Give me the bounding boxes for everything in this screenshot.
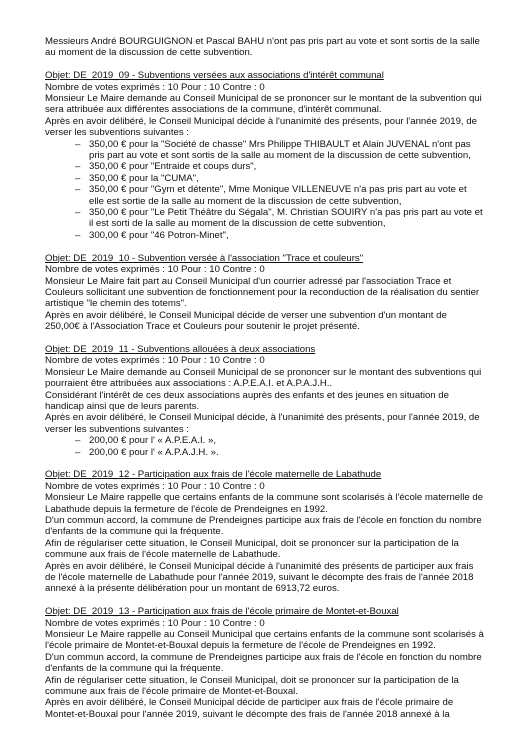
subvention-item-text: 350,00 € pour "Le Petit Théâtre du Ségala", M. Christian SOUIRY n'a pas pris part au vote et il est sorti de la salle au moment de la discussion de cette subvention, [89, 207, 483, 230]
subvention-list-item [75, 447, 484, 458]
section-paragraph: D'un commun accord, la commune de Prendeignes participe aux frais de l'école en fonction du nombre d'enfants de la commune qui la fréquente. [45, 515, 482, 538]
section-objet-heading: Objet: DE_2019_10 - Subvention versée à l'association "Trace et couleurs" [45, 252, 364, 264]
bullet-dash: – [75, 184, 81, 196]
section-objet-heading: Objet: DE_2019_11 - Subventions allouées à deux associations [45, 343, 316, 355]
subvention-list-item [75, 184, 484, 207]
intro-paragraph: Messieurs André BOURGUIGNON et Pascal BAHU n'ont pas pris part au vote et sont sortis de la salle au moment de la discussion de cette subvention. [45, 36, 480, 59]
section-paragraph: Considérant l'intérêt de ces deux associations auprès des enfants et des jeunes en situation de handicap ainsi que de leurs parents. [45, 389, 449, 412]
section-paragraph: Monsieur Le Maire demande au Conseil Municipal de se prononcer sur le montant de la subvention qui sera attribuée aux différentes associations de la commune, d'intérêt communal. [45, 93, 482, 116]
subvention-list [45, 435, 484, 458]
subvention-item-text: 350,00 € pour la "Société de chasse" Mrs Philippe THIBAULT et Alain JUVENAL n'ont pas pris part au vote et sont sortis de la salle au moment de la discussion de cette subvention, [89, 138, 471, 162]
section-paragraph: Monsieur Le Maire rappelle que certains enfants de la commune sont scolarisés à l'école maternelle de Labathude depuis la fermeture de l'école de Prendeignes en 1992. [45, 492, 484, 515]
section-paragraph: Nombre de votes exprimés : 10 Pour : 10 Contre : 0 [45, 480, 265, 492]
section-paragraph: Après en avoir délibéré, le Conseil Municipal décide de participer aux frais de l'école primaire de Montet-et-Bouxal pour l'année 2019, suivant le décompte des frais de l'année 2018 annexé à la [45, 697, 454, 720]
deliberation-section [45, 70, 484, 241]
section-paragraph: Afin de régulariser cette situation, le Conseil Municipal, doit se prononcer sur la participation de la commune aux frais de l'école maternelle de Labathude. [45, 537, 459, 561]
section-paragraph: Après en avoir délibéré, le Conseil Municipal décide de verser une subvention d'un montant de 250,00€ à l'Association Trace et Couleurs pour soutenir le projet présenté. [45, 309, 447, 333]
section-spacer [45, 458, 484, 469]
subvention-list-item [75, 139, 484, 162]
bullet-dash: – [75, 207, 81, 219]
deliberation-section [45, 253, 484, 333]
subvention-item-text: 200,00 € pour l' « A.P.E.A.I. », [89, 435, 216, 447]
bullet-dash: – [75, 138, 81, 150]
section-paragraph: D'un commun accord, la commune de Prendeignes participe aux frais de l'école en fonction du nombre d'enfants de la commune qui la fréquente. [45, 651, 482, 675]
deliberation-section [45, 344, 484, 458]
section-paragraph: Monsieur Le Maire demande au Conseil Municipal de se prononcer sur le montant des subventions qui pourraient être attribuées aux associations : A.P.E.A.I. et A.P.A.J.H.. [45, 366, 482, 390]
section-paragraph: Afin de régulariser cette situation, le Conseil Municipal, doit se prononcer sur la participation de la commune aux frais de l'école primaire de Montet-et-Bouxal. [45, 674, 459, 698]
section-spacer [45, 333, 484, 344]
subvention-item-text: 350,00 € pour "Gym et détente", Mme Monique VILLENEUVE n'a pas pris part au vote et elle est sortie de la salle au moment de la discussion de cette subvention, [89, 184, 467, 207]
subvention-list [45, 139, 484, 242]
section-paragraph: Monsieur Le Maire fait part au Conseil Municipal d'un courrier adressé par l'association Trace et Couleurs sollicitant une subvention de fonctionnement pour la reconduction de la réalisation du sentier artistique "le chemin des totems". [45, 275, 480, 310]
bullet-dash: – [75, 161, 81, 173]
section-objet-heading: Objet: DE_2019_09 - Subventions versées aux associations d'intérêt communal [45, 70, 384, 82]
section-paragraph: Nombre de votes exprimés : 10 Pour : 10 Contre : 0 [45, 355, 265, 367]
subvention-item-text: 350,00 € pour "Entraide et coups durs", [89, 161, 257, 173]
subvention-list-item [75, 173, 484, 184]
subvention-list-item [75, 435, 484, 446]
subvention-item-text: 350,00 € pour la "CUMA", [89, 172, 199, 184]
deliberation-section [45, 469, 484, 594]
deliberation-section [45, 606, 484, 720]
section-spacer [45, 241, 484, 252]
section-objet-heading: Objet: DE_2019_13 - Participation aux frais de l'école primaire de Montet-et-Bouxal [45, 606, 399, 618]
section-spacer [45, 59, 484, 70]
subvention-list-item [75, 161, 484, 172]
deliberation-sections [45, 59, 484, 720]
section-paragraph: Nombre de votes exprimés : 10 Pour : 10 Contre : 0 [45, 81, 265, 93]
bullet-dash: – [75, 172, 81, 184]
subvention-item-text: 300,00 € pour "46 Potron-Minet", [89, 229, 229, 241]
section-paragraph: Monsieur Le Maire rappelle au Conseil Municipal que certains enfants de la commune sont scolarisés à l'école primaire de Montet-et-Bouxal depuis la fermeture de l'école de Prendeignes en 1992. [45, 629, 484, 652]
section-spacer [45, 595, 484, 606]
section-paragraph: Nombre de votes exprimés : 10 Pour : 10 Contre : 0 [45, 264, 265, 276]
section-paragraph: Après en avoir délibéré, le Conseil Municipal décide, à l'unanimité des présents, pour l'année 2019, de verser les subventions suivantes : [45, 412, 480, 435]
bullet-dash: – [75, 446, 81, 458]
subvention-item-text: 200,00 € pour l' « A.P.A.J.H. ». [89, 446, 219, 458]
section-paragraph: Après en avoir délibéré, le Conseil Municipal décide à l'unanimité des présents, pour l'année 2019, de verser les subventions suivantes : [45, 115, 477, 139]
bullet-dash: – [75, 435, 81, 447]
subvention-list-item [75, 230, 484, 241]
bullet-dash: – [75, 229, 81, 241]
section-paragraph: Nombre de votes exprimés : 10 Pour : 10 Contre : 0 [45, 617, 265, 629]
subvention-list-item [75, 207, 484, 230]
section-objet-heading: Objet: DE_2019_12 - Participation aux frais de l'école maternelle de Labathude [45, 469, 382, 481]
section-paragraph: Après en avoir délibéré, le Conseil Municipal décide à l'unanimité des présents de participer aux frais de l'école maternelle de Labathude pour l'année 2019, suivant le décompte des frais de l'année 2018 annexé à la présente délibération pour un montant de 6913,72 euros. [45, 560, 474, 595]
